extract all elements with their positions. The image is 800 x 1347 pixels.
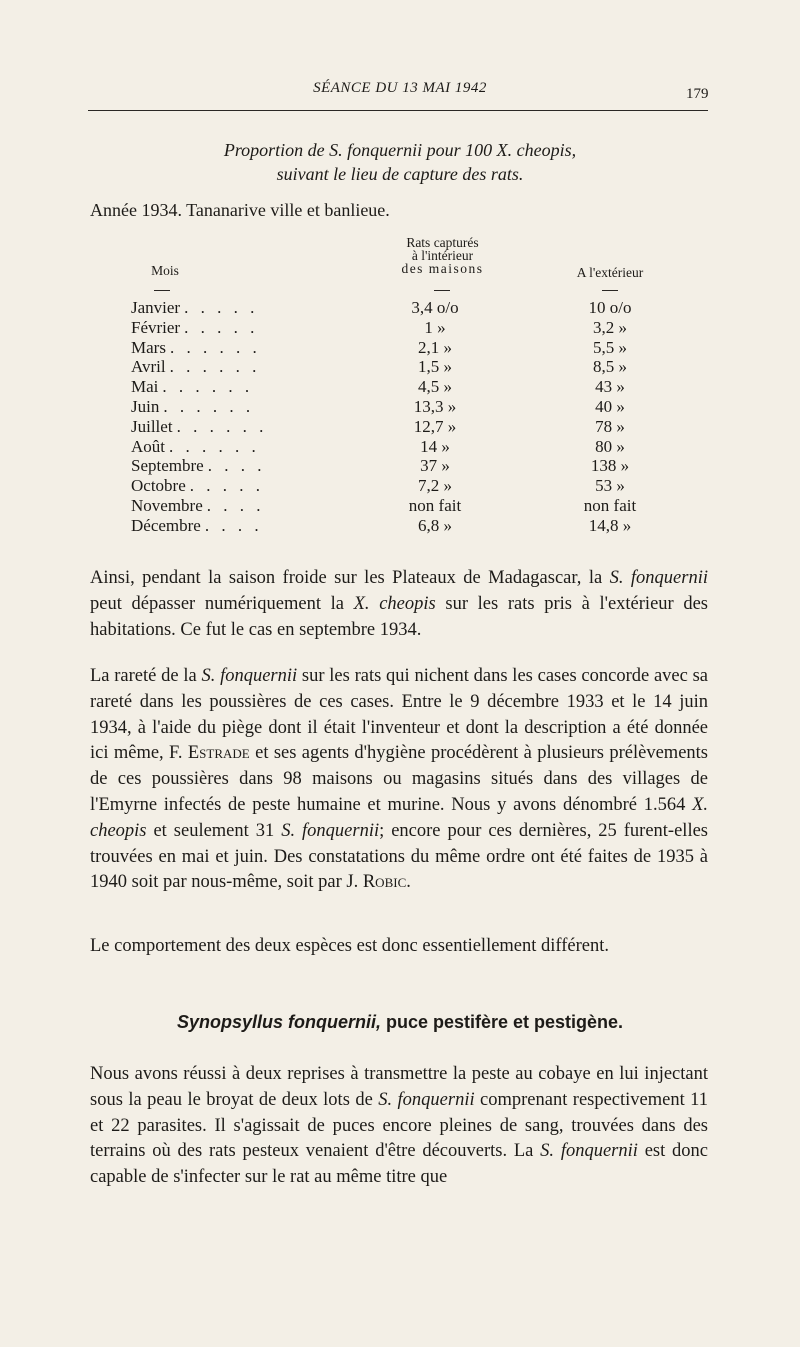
row-outside-value: 53 » <box>595 476 625 496</box>
caption-line-1: Proportion de S. fonquernii pour 100 X. cheopis, <box>223 140 577 160</box>
row-leader-dots: . . . . . . <box>176 416 268 436</box>
caption-line-2: suivant le lieu de capture des rats. <box>276 164 524 184</box>
p4-text-a: Nous avons réussi à deux reprises à transmettre la peste au cobaye en lui injectant sous la peau le broyat de deux lots de <box>90 1064 708 1110</box>
p2-author-estrade: Estrade <box>187 743 250 764</box>
row-leader-dots: . . . . . . <box>163 397 255 416</box>
header-month: Mois <box>151 263 179 278</box>
p2-species-3: S. fonquernii <box>281 820 380 841</box>
table-row <box>0 397 800 417</box>
row-leader-dots: . . . . . . <box>169 357 261 377</box>
row-outside-value: 138 » <box>590 456 630 476</box>
dash-outside <box>602 290 618 291</box>
header-inside <box>370 236 515 275</box>
row-month: Juin <box>131 397 160 416</box>
p2-text-g: et seulement 31 <box>146 820 282 841</box>
row-month: Octobre <box>131 476 186 496</box>
table-row <box>0 476 800 496</box>
row-leader-dots: . . . . . <box>184 298 259 317</box>
table-row <box>0 377 800 397</box>
running-title: SÉANCE DU 13 MAI 1942 <box>313 80 487 96</box>
p1-text-e: sur les rats pris à l'extérieur des habitations. Ce fut le cas en septembre 1934. <box>90 593 709 640</box>
paragraph-3 <box>90 934 708 960</box>
row-inside-value: 12,7 » <box>413 416 457 436</box>
header-rule <box>88 110 708 111</box>
p2-text-c: sur les rats qui nichent dans les cases concorde avec sa rareté dans les poussières de ces cases. Entre le 9 décembre 1933 et le 14 juin 1934, à l'aide du piège dont il était l'inventeur et dont la description a été donnée ici même, F. <box>90 666 708 764</box>
row-inside-value: 4,5 » <box>418 377 452 397</box>
row-leader-dots: . . . . . <box>189 476 265 496</box>
year-line: Année 1934. Tananarive ville et banlieue. <box>90 200 390 220</box>
p2-species-1: S. fonquernii <box>201 666 298 686</box>
row-inside-value: 3,4 o/o <box>411 298 459 317</box>
p3-text: Le comportement des deux espèces est donc essentiellement différent. <box>90 936 610 956</box>
paragraph-2 <box>90 664 708 896</box>
p2-text-e: et ses agents d'hygiène procédèrent à plusieurs prélèvements de ces poussières dans 98 maisons ou magasins situés dans des villages de l'Emyrne infectés de peste humaine et murine. Nous y avons dénombré 1.564 <box>90 743 708 815</box>
row-outside-value: 5,5 » <box>593 337 627 357</box>
p2-text-i: ; encore pour ces dernières, 25 furent-elles trouvées en mai et juin. Des constatations du même ordre ont été faites de 1935 à 1940 soit par nous-même, soit par J. <box>90 820 708 893</box>
dash-month <box>154 290 170 291</box>
header-inside-line-3: des maisons <box>401 261 484 276</box>
p2-text-a: La rareté de la <box>90 666 202 686</box>
row-leader-dots: . . . . <box>206 496 265 515</box>
section-species: Synopsyllus fonquernii, <box>176 1012 381 1032</box>
header-inside-line-1: Rats capturés <box>406 235 479 250</box>
row-inside-value: 14 » <box>420 436 450 456</box>
row-inside-value: 7,2 » <box>418 476 452 496</box>
p1-text-c: peut dépasser numériquement la <box>90 593 354 614</box>
p1-species-2: X. cheopis <box>353 593 436 614</box>
row-inside-value: non fait <box>408 496 462 515</box>
p1-text-a: Ainsi, pendant la saison froide sur les Plateaux de Madagascar, la <box>90 568 610 588</box>
p2-species-2: X. cheopis <box>90 794 708 841</box>
row-leader-dots: . . . . <box>204 515 263 535</box>
row-month: Mai <box>131 377 159 397</box>
p4-species-2: S. fonquernii <box>540 1141 638 1162</box>
table-row <box>0 318 800 338</box>
row-leader-dots: . . . . . . <box>169 337 261 357</box>
row-outside-value: 80 » <box>595 436 625 456</box>
paragraph-1 <box>90 566 708 643</box>
section-heading <box>90 1012 710 1033</box>
row-month: Janvier <box>131 298 181 317</box>
row-inside-value: 13,3 » <box>413 397 457 416</box>
row-month: Février <box>131 317 181 337</box>
row-outside-value: 14,8 » <box>588 515 632 535</box>
table-row <box>0 516 800 536</box>
row-month: Mars <box>131 337 166 357</box>
table-row <box>0 357 800 377</box>
row-outside-value: 3,2 » <box>593 317 627 337</box>
row-inside-value: 1,5 » <box>418 357 452 377</box>
p4-text-c: comprenant respectivement 11 et 22 parasites. Il s'agissait de puces encore pleines de sang, trouvées dans des terrains où des rats pesteux venaient d'être découverts. La <box>90 1089 708 1162</box>
row-outside-value: 78 » <box>595 416 625 436</box>
row-inside-value: 2,1 » <box>418 337 452 357</box>
row-inside-value: 6,8 » <box>418 515 452 535</box>
row-outside-value: 43 » <box>595 377 625 397</box>
header-inside-line-2: à l'intérieur <box>411 248 474 263</box>
table-row <box>0 338 800 358</box>
table-row <box>0 298 800 318</box>
table-row <box>0 417 800 437</box>
row-month: Septembre <box>131 456 204 476</box>
table-row <box>0 437 800 457</box>
table-caption <box>90 138 710 186</box>
p2-text-k: . <box>406 872 411 893</box>
section-rest: puce pestifère et pestigène. <box>380 1012 624 1032</box>
row-month: Avril <box>131 357 166 377</box>
row-leader-dots: . . . . . <box>184 317 259 337</box>
table-row <box>0 456 800 476</box>
p4-species-1: S. fonquernii <box>378 1089 475 1110</box>
p4-text-e: est donc capable de s'infecter sur le rat au même titre que <box>90 1141 708 1188</box>
p1-species-1: S. fonquernii <box>609 568 708 588</box>
row-inside-value: 1 » <box>424 317 446 337</box>
row-outside-value: non fait <box>583 496 637 515</box>
row-month: Décembre <box>131 515 201 535</box>
row-month: Novembre <box>131 496 203 515</box>
row-inside-value: 37 » <box>420 456 450 476</box>
dash-inside <box>434 290 450 291</box>
row-leader-dots: . . . . <box>207 456 266 476</box>
p2-author-robic: Robic <box>362 872 407 893</box>
row-outside-value: 40 » <box>595 397 625 416</box>
row-month: Août <box>131 436 165 456</box>
row-outside-value: 8,5 » <box>593 357 627 377</box>
row-outside-value: 10 o/o <box>588 298 632 317</box>
paragraph-4 <box>90 1062 708 1191</box>
table-row <box>0 496 800 516</box>
header-outside: A l'extérieur <box>576 265 644 280</box>
row-leader-dots: . . . . . . <box>169 436 260 456</box>
row-month: Juillet <box>131 416 173 436</box>
row-leader-dots: . . . . . . <box>162 377 254 397</box>
page-number: 179 <box>686 86 709 102</box>
